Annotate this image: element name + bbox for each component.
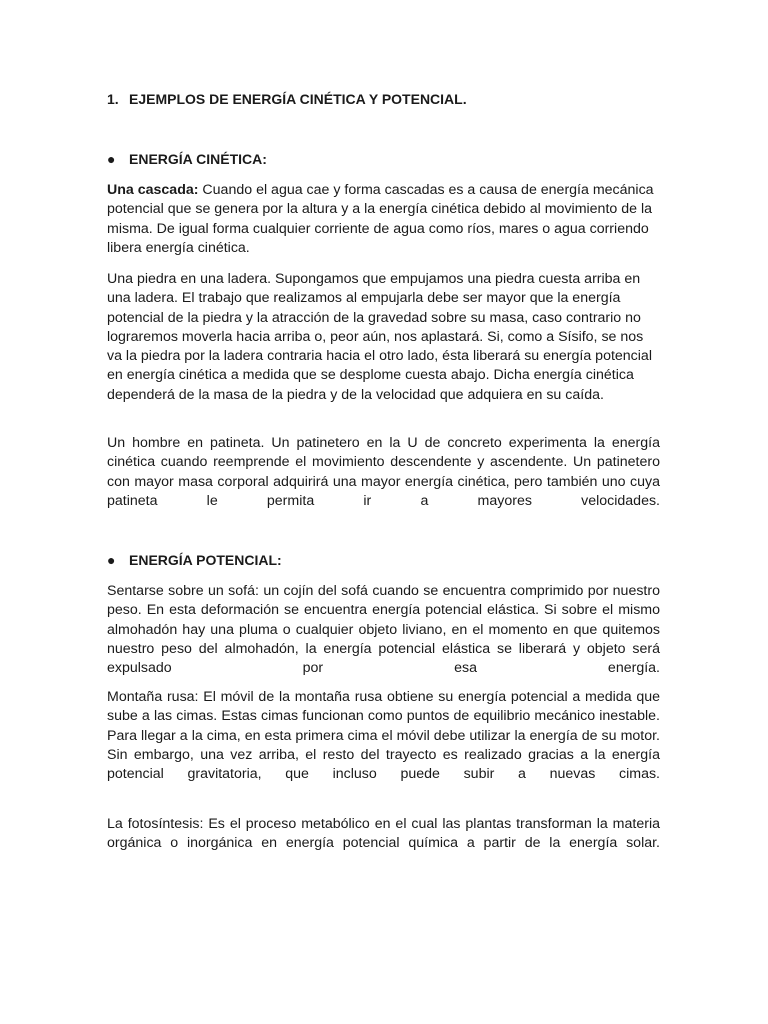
paragraph-sofa bbox=[107, 582, 660, 698]
paragraph-cascada bbox=[107, 181, 660, 258]
paragraph-patineta bbox=[107, 434, 660, 530]
bullet-icon: ● bbox=[107, 151, 116, 167]
paragraph-text: Una piedra en una ladera. Supongamos que empujamos una piedra cuesta arriba en una ladera. El trabajo que realizamos al empujarla debe ser mayor que la energía potencial de la piedra y la atracción de la gravedad sobre su masa, caso contrario no lograremos moverla hacia arriba o, peor aún, nos aplastará. Si, como a Sísifo, se nos va la piedra por la ladera contraria hacia el otro lado, ésta liberará su energía potencial en energía cinética a medida que se desplome cuesta abajo. Dicha energía cinética dependerá de la masa de la piedra y de la velocidad que adquiera en su caída. bbox=[107, 271, 652, 403]
paragraph-text: La fotosíntesis: Es el proceso metabólico en el cual las plantas transforman la materia orgánica o inorgánica en energía potencial química a partir de la energía solar. bbox=[107, 816, 660, 852]
section-heading-cinetica bbox=[107, 151, 267, 167]
section-heading-text: ENERGÍA CINÉTICA: bbox=[129, 151, 267, 167]
paragraph-text: Un hombre en patineta. Un patinetero en la U de concreto experimenta la energía cinética cuando reemprende el movimiento descendente y ascendente. Un patinetero con mayor masa corporal adquirirá una mayor energía cinética, pero también uno cuya patineta le permita ir a mayores velocidades. bbox=[107, 435, 660, 509]
paragraph-piedra bbox=[107, 270, 660, 405]
paragraph-text: Sentarse sobre un sofá: un cojín del sofá cuando se encuentra comprimido por nuestro peso. En esta deformación se encuentra energía potencial elástica. Si sobre el mismo almohadón hay una pluma o cualquier objeto liviano, en el momento en que quitemos nuestro peso del almohadón, la energía potencial elástica se liberará y objeto será expulsado por esa energía. bbox=[107, 583, 660, 677]
section-heading-potencial bbox=[107, 552, 282, 568]
paragraph-fotosintesis bbox=[107, 815, 660, 873]
paragraph-text: Cuando el agua cae y forma cascadas es a causa de energía mecánica potencial que se genera por la altura y a la energía cinética debido al movimiento de la misma. De igual forma cualquier corriente de agua como ríos, mares o agua corriendo libera energía cinética. bbox=[107, 182, 654, 256]
title-text: EJEMPLOS DE ENERGÍA CINÉTICA Y POTENCIAL. bbox=[129, 91, 467, 107]
paragraph-lead: Una cascada: bbox=[107, 182, 199, 198]
document-title bbox=[107, 91, 467, 107]
paragraph-text: Montaña rusa: El móvil de la montaña rusa obtiene su energía potencial a medida que sube a las cimas. Estas cimas funcionan como puntos de equilibrio mecánico inestable. Para llegar a la cima, en esta primera cima el móvil debe utilizar la energía de su motor. Sin embargo, una vez arriba, el resto del trayecto es realizado gracias a la energía potencial gravitatoria, que incluso puede subir a nuevas cimas. bbox=[107, 689, 660, 783]
bullet-icon: ● bbox=[107, 552, 116, 568]
paragraph-montana-rusa bbox=[107, 688, 660, 804]
section-heading-text: ENERGÍA POTENCIAL: bbox=[129, 552, 282, 568]
title-number: 1. bbox=[107, 91, 119, 107]
